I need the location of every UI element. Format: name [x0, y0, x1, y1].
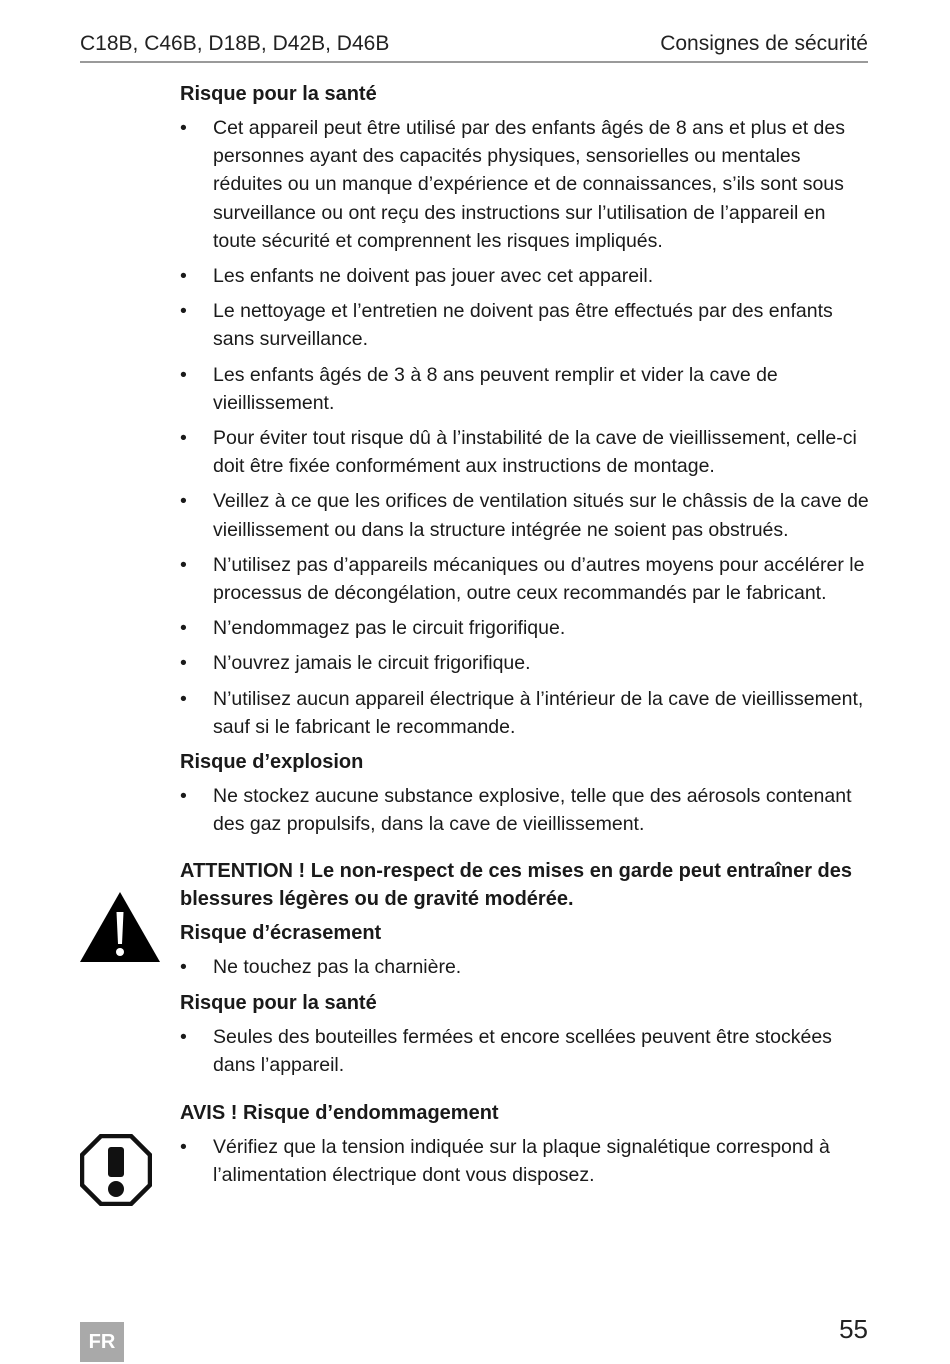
- list-item: • Les enfants ne doivent pas jouer avec cet appareil.: [180, 265, 654, 288]
- crush-risk-list: [180, 953, 870, 981]
- warning-triangle-icon: [80, 892, 160, 964]
- caution-heading: ATTENTION ! Le non-respect de ces mises en garde peut entraîner des blessures légères ou de gravité modérée.: [180, 860, 853, 911]
- heading-health-risk-2: Risque pour la santé: [180, 991, 377, 1014]
- notice-heading: AVIS ! Risque d’endommagement: [180, 1102, 499, 1125]
- header-section: Consignes de sécurité: [660, 32, 868, 55]
- list-item: • Ne touchez pas la charnière.: [180, 956, 462, 979]
- heading-explosion-risk: Risque d’explosion: [180, 751, 364, 774]
- safety-content: [180, 80, 870, 1196]
- list-item: • Le nettoyage et l’entretien ne doivent pas être effectués par des enfants sans surveillance.: [180, 300, 833, 351]
- list-item: • Ne stockez aucune substance explosive, telle que des aérosols contenant des gaz propulsifs, dans la cave de vieillissement.: [180, 785, 852, 836]
- list-item: • N’utilisez aucun appareil électrique à l’intérieur de la cave de vieillissement, sauf si le fabricant le recommande.: [180, 687, 864, 738]
- list-item: • Pour éviter tout risque dû à l’instabilité de la cave de vieillissement, celle-ci doit être fixée conformément aux instructions de montage.: [180, 427, 857, 478]
- health-risk-2-list: [180, 1023, 870, 1079]
- list-item: • N’utilisez pas d’appareils mécaniques ou d’autres moyens pour accélérer le processus de décongélation, outre ceux recommandés par le fabricant.: [180, 553, 865, 605]
- heading-health-risk: Risque pour la santé: [180, 83, 377, 105]
- page-header: [80, 30, 868, 63]
- header-models: C18B, C46B, D18B, D42B, D46B: [80, 32, 390, 55]
- list-item: • N’endommagez pas le circuit frigorifique.: [180, 617, 566, 640]
- list-item: • Seules des bouteilles fermées et encore scellées peuvent être stockées dans l’appareil.: [180, 1025, 832, 1076]
- heading-crush-risk: Risque d’écrasement: [180, 922, 382, 945]
- language-badge: FR: [80, 1322, 124, 1362]
- list-item: • N’ouvrez jamais le circuit frigorifique.: [180, 652, 531, 675]
- explosion-risk-list: [180, 782, 870, 838]
- list-item: • Cet appareil peut être utilisé par des enfants âgés de 8 ans et plus et des personnes ayant des capacités physiques, sensorielles ou mentales réduites ou un manque d’expérience et de connaissances, s’ils sont sous surveillance ou ont reçu des instructions sur l’utilisation de l’appareil en toute sécurité et comprennent les risques impliqués.: [180, 117, 845, 252]
- page-number: 55: [839, 1314, 868, 1344]
- health-risk-list: [180, 114, 870, 741]
- list-item: • Les enfants âgés de 3 à 8 ans peuvent remplir et vider la cave de vieillissement.: [180, 363, 778, 414]
- list-item: • Veillez à ce que les orifices de ventilation situés sur le châssis de la cave de vieillissement ou dans la structure intégrée ne soient pas obstrués.: [180, 490, 869, 541]
- octagon-exclamation-icon: [80, 1134, 152, 1206]
- list-item: • Vérifiez que la tension indiquée sur la plaque signalétique correspond à l’alimentation électrique dont vous disposez.: [180, 1136, 830, 1187]
- notice-list: [180, 1133, 870, 1189]
